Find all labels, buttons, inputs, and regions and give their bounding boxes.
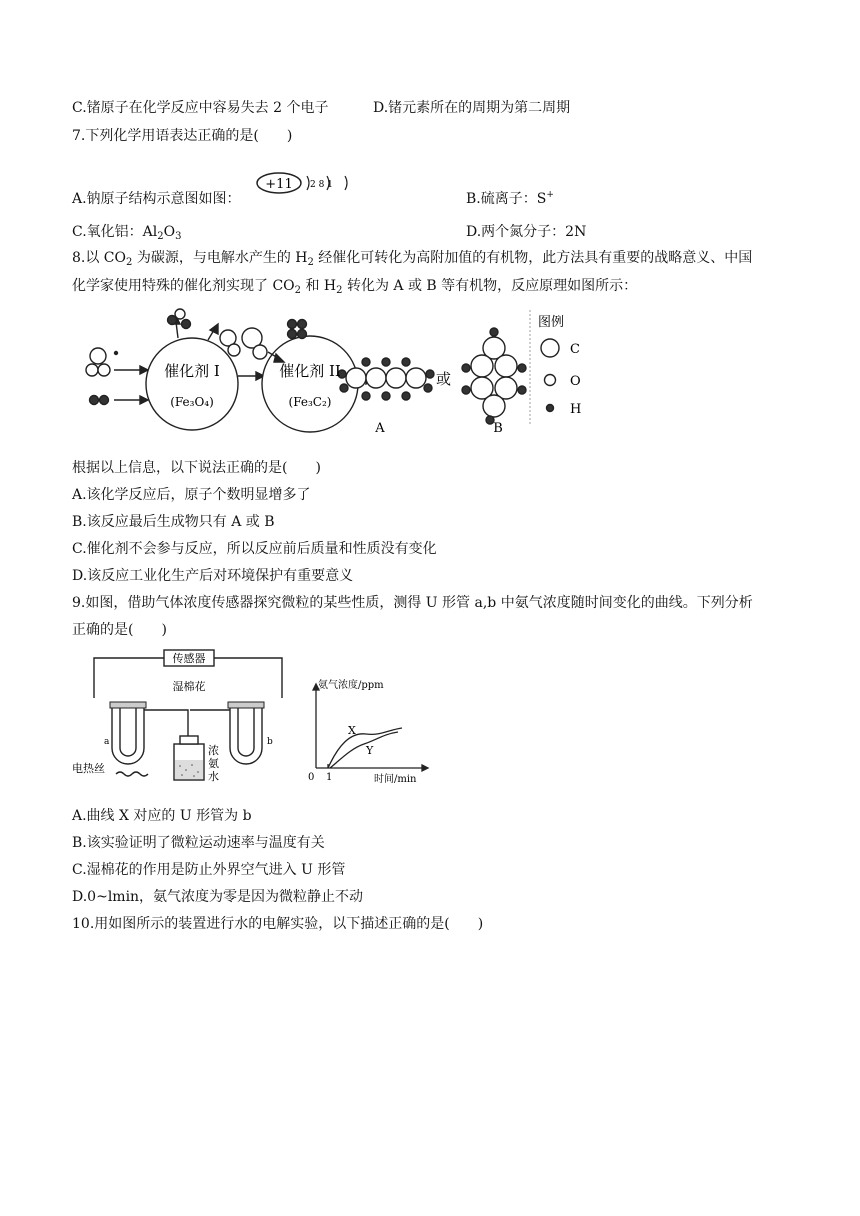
curve-x-label: X [348, 724, 356, 737]
q8-option-a: A.该化学反应后，原子个数明显增多了 [72, 487, 311, 503]
graph-xlabel: 时间/min [374, 774, 417, 784]
catalyst-1-label: 催化剂 I [164, 362, 220, 380]
ammonia-label-3: 水 [208, 770, 219, 783]
or-label: 或 [436, 370, 452, 388]
q8-option-b: B.该反应最后生成物只有 A 或 B [72, 514, 275, 530]
ammonia-concentration-graph [304, 676, 434, 784]
tube-a-label: a [104, 737, 110, 747]
graph-ylabel: 氨气浓度/ppm [318, 680, 384, 691]
q7-stem: 7.下列化学用语表达正确的是( ) [72, 128, 293, 144]
legend-o: O [570, 374, 581, 389]
sensor-label: 传感器 [172, 652, 206, 665]
q8-option-c: C.催化剂不会参与反应，所以反应前后质量和性质没有变化 [72, 541, 437, 557]
q8-stem-line2: 化学家使用特殊的催化剂实现了 $CO_2$ 和 $H_2$ 转化为 A 或 B 等有机物，反应原理如图所示： [72, 278, 638, 296]
q9-option-d: D.0~lmin，氨气浓度为零是因为微粒静止不动 [72, 889, 364, 905]
q6-option-c: C.锗原子在化学反应中容易失去 2 个电子 [72, 100, 329, 116]
heater-label: 电热丝 [72, 762, 105, 775]
q7-option-a: A.钠原子结构示意图如图： [72, 191, 241, 207]
graph-tick-1: 1 [326, 772, 333, 783]
legend-h: H [570, 402, 582, 417]
q7-option-b: B.硫离子：S+ [466, 190, 554, 207]
q9-stem-line1: 9.如图，借助气体浓度传感器探究微粒的某些性质，测得 U 形管 a,b 中氨气浓度随时间变化的曲线。下列分析 [72, 595, 753, 611]
catalyst-2-label: 催化剂 II [279, 362, 341, 380]
q6-option-d: D.锗元素所在的周期为第二周期 [373, 100, 571, 116]
catalysis-figure [80, 308, 620, 442]
ammonia-label-1: 浓 [208, 744, 219, 757]
catalyst-2-formula: (Fe₃C₂) [288, 395, 332, 409]
tube-b-label: b [267, 737, 273, 747]
sodium-atom-diagram [255, 170, 365, 200]
q7-option-c: C.氧化铝：$Al_2O_3$ [72, 224, 182, 242]
q9-option-b: B.该实验证明了微粒运动速率与温度有关 [72, 835, 325, 851]
q10-stem: 10.用如图所示的装置进行水的电解实验，以下描述正确的是( ) [72, 916, 484, 932]
ammonia-label-2: 氨 [208, 757, 219, 770]
molecule-b-label: B [493, 421, 503, 436]
catalyst-1-formula: (Fe₃O₄) [170, 395, 214, 409]
q9-option-a: A.曲线 X 对应的 U 形管为 b [72, 808, 252, 824]
graph-origin: 0 [308, 772, 315, 783]
q7-option-d: D.两个氮分子：2N [466, 224, 587, 240]
cotton-label: 湿棉花 [172, 680, 206, 693]
q9-option-c: C.湿棉花的作用是防止外界空气进入 U 形管 [72, 862, 346, 878]
q9-stem-line2: 正确的是( ) [72, 622, 167, 638]
q8-prompt: 根据以上信息，以下说法正确的是( ) [72, 460, 321, 476]
legend-title: 图例 [538, 315, 565, 330]
q8-stem-line1: 8.以 $CO_2$ 为碳源，与电解水产生的 $H_2$ 经催化可转化为高附加值的有机物，此方法具有重要的战略意义、中国 [72, 250, 753, 268]
electron-shells: 2 8 1 [310, 180, 333, 190]
legend-c: C [570, 342, 580, 357]
q8-option-d: D.该反应工业化生产后对环境保护有重要意义 [72, 568, 354, 584]
nucleus-charge: +11 [265, 177, 293, 192]
u-tube-apparatus [72, 648, 292, 784]
molecule-a-label: A [375, 421, 385, 436]
curve-y-label: Y [366, 744, 374, 757]
